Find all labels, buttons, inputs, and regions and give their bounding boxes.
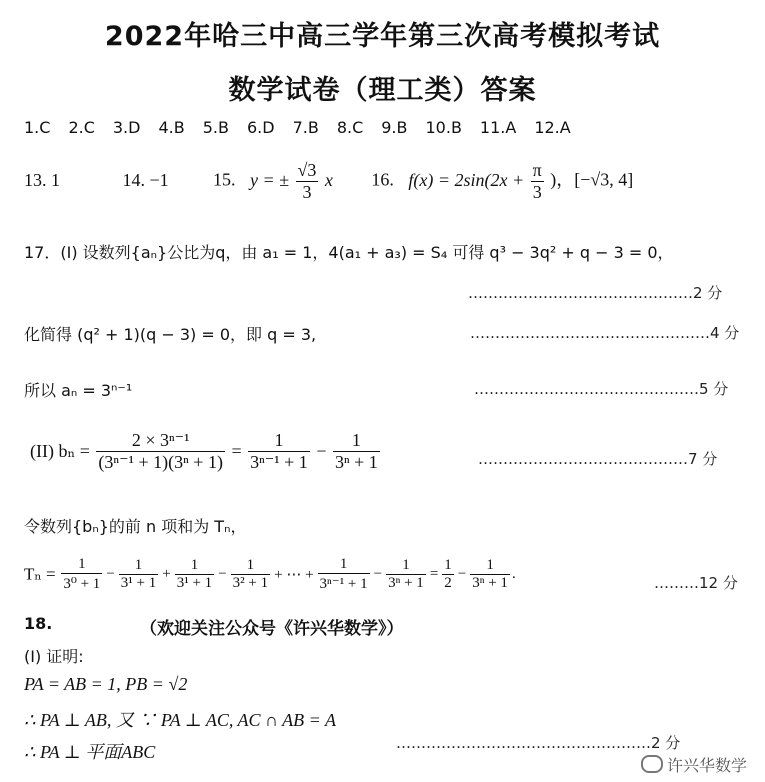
t-term-fraction [386, 557, 426, 592]
choice-answer: 1.C [24, 118, 51, 137]
answer-15-suffix: x [324, 169, 333, 190]
q17-score-3: ………………………………………5 分 [474, 380, 729, 398]
t-term-fraction [442, 557, 454, 592]
q17-score-1: ………………………………………2 分 [468, 284, 723, 302]
b-fraction-3-den: 3ⁿ + 1 [334, 452, 378, 472]
b-fraction-3 [333, 430, 380, 473]
t-sum-formula [24, 556, 516, 593]
t-term-fraction [318, 556, 370, 593]
choice-answers [24, 118, 589, 137]
choice-answer: 6.D [246, 118, 275, 137]
t-operator: = [429, 566, 439, 582]
answer-16-suffix: )，[−√3, 4] [550, 169, 634, 190]
t-term-denominator: 3ⁿ⁻¹ + 1 [319, 576, 368, 592]
t-operator: − [457, 566, 467, 582]
t-term-numerator: 1 [231, 557, 270, 575]
t-term-numerator: 1 [318, 556, 370, 574]
choice-answer: 7.B [292, 118, 319, 137]
choice-answer: 5.B [202, 118, 229, 137]
watermark-text: 许兴华数学 [666, 756, 747, 775]
t-term-denominator: 3ⁿ + 1 [472, 575, 508, 591]
t-term-fraction [61, 556, 102, 593]
answer-15-denominator: 3 [302, 182, 312, 202]
answer-16-numerator: π [532, 160, 542, 180]
b-fraction-3-num: 1 [333, 430, 380, 452]
watermark [641, 753, 747, 776]
t-term-fraction [119, 557, 158, 592]
b-fraction-1-den: (3ⁿ⁻¹ + 1)(3ⁿ + 1) [98, 452, 223, 472]
q17-score-4: ……………………………………7 分 [478, 450, 718, 468]
b-fraction-2-num: 1 [248, 430, 310, 452]
title-line-2: 数学试卷（理工类）答案 [228, 75, 537, 106]
q17-part-2-formula [30, 430, 382, 473]
t-term-denominator: 3² + 1 [232, 575, 269, 591]
q17-part-2-label: (II) bₙ = [30, 441, 90, 461]
t-term-numerator: 1 [119, 557, 158, 575]
t-term-numerator: 1 [175, 557, 214, 575]
t-term-fraction [231, 557, 270, 592]
t-term-fraction [470, 557, 510, 592]
t-label: Tₙ = [24, 564, 56, 584]
t-operator: + [162, 566, 171, 582]
q17-line-2: 化简得 (q² + 1)(q − 3) = 0，即 q = 3, [24, 325, 317, 344]
t-term-numerator: 1 [61, 556, 102, 574]
b-fraction-2 [248, 430, 310, 473]
q18-score-1: ……………………………………………2 分 [396, 734, 681, 752]
answer-16-denominator: 3 [532, 182, 542, 202]
t-term-numerator: 1 [470, 557, 510, 575]
b-fraction-1 [96, 430, 225, 473]
answer-16-label: 16. [371, 169, 394, 190]
b-fraction-1-num: 2 × 3ⁿ⁻¹ [96, 430, 225, 452]
t-term-denominator: 3¹ + 1 [176, 575, 213, 591]
answer-13: 13. 1 [24, 169, 60, 190]
choice-answer: 11.A [479, 118, 517, 137]
title-line-1: 2022年哈三中高三学年第三次高考模拟考试 [104, 21, 661, 52]
t-term-fraction [175, 557, 214, 592]
q17-line-5: 令数列{bₙ}的前 n 项和为 Tₙ， [24, 517, 247, 536]
q18-line-3: ∴ PA ⊥ 平面ABC [24, 742, 156, 762]
q17-score-2: …………………………………………4 分 [470, 324, 740, 342]
t-operator: − [373, 566, 383, 582]
choice-answer: 9.B [381, 118, 408, 137]
t-term-numerator: 1 [444, 557, 452, 573]
answer-16-fraction [531, 160, 544, 203]
q18-line-2: ∴ PA ⊥ AB, 又 ∵ PA ⊥ AC, AC ∩ AB = A [24, 710, 336, 730]
answer-15-label: 15. [213, 169, 236, 190]
answer-15-numerator: √3 [297, 160, 317, 180]
wechat-icon [641, 755, 663, 773]
answer-15-fraction [296, 160, 319, 203]
answer-16-prefix: f(x) = 2sin(2x + [408, 169, 525, 190]
b-fraction-2-den: 3ⁿ⁻¹ + 1 [250, 452, 308, 472]
q17-score-5: ………12 分 [654, 574, 738, 592]
answer-14: 14. −1 [122, 169, 169, 190]
choice-answer: 12.A [534, 118, 571, 137]
b-minus: − [316, 441, 327, 461]
t-term-numerator: 1 [386, 557, 426, 575]
q18-label: 18. [24, 614, 53, 633]
choice-answer: 3.D [112, 118, 141, 137]
choice-answer: 8.C [336, 118, 364, 137]
t-term-denominator: 2 [444, 575, 452, 591]
t-operator: − [106, 566, 115, 582]
answer-15-prefix: y = ± [250, 169, 290, 190]
q18-promo: （欢迎关注公众号《许兴华数学》） [140, 619, 404, 639]
t-operator: − [218, 566, 227, 582]
fill-answers-row [24, 160, 633, 203]
q18-part-1: (Ⅰ) 证明: [24, 647, 84, 666]
choice-answer: 2.C [68, 118, 95, 137]
t-term-denominator: 3¹ + 1 [120, 575, 157, 591]
choice-answer: 4.B [158, 118, 185, 137]
q18-line-1: PA = AB = 1, PB = √2 [24, 674, 188, 694]
q17-line-1: 17．(I) 设数列{aₙ}公比为q，由 a₁ = 1，4(a₁ + a₃) = S₄ 可得 q³ − 3q² + q − 3 = 0， [24, 243, 674, 262]
q17-line-3: 所以 aₙ = 3ⁿ⁻¹ [24, 381, 133, 400]
t-operator: + ⋯ + [274, 567, 314, 583]
t-end: . [511, 566, 516, 582]
choice-answer: 10.B [425, 118, 462, 137]
t-term-denominator: 3⁰ + 1 [63, 576, 101, 592]
b-equals: = [231, 441, 242, 461]
t-term-denominator: 3ⁿ + 1 [388, 575, 424, 591]
